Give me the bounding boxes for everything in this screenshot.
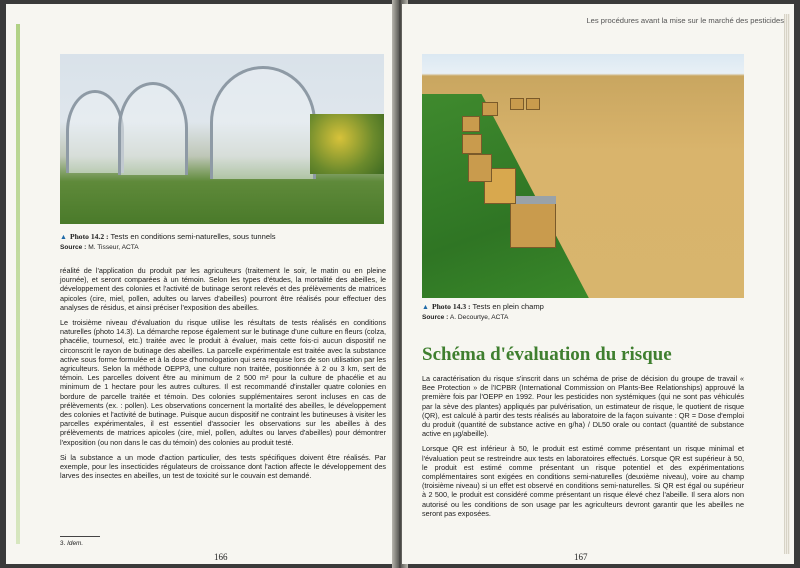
source-text: M. Tisseur, ACTA <box>88 244 139 251</box>
beehive <box>462 116 480 132</box>
right-body-text <box>422 374 744 524</box>
photo-caption-label: Photo 14.2 : <box>69 232 109 241</box>
beehive <box>482 102 498 116</box>
page-edge-marker <box>16 24 20 544</box>
photo-tunnels <box>60 54 384 224</box>
beehive <box>526 98 540 110</box>
photo-caption-text: Tests en plein champ <box>472 302 544 311</box>
paragraph: Si la substance a un mode d'action particulier, des tests spécifiques doivent être réalisés. Par exemple, pour les insecticides régulateurs de croissance dont l'action affecte le développement des larves des insectes en abeilles, un test de toxicité sur le couvain est demandé. <box>60 452 386 481</box>
beehive <box>510 200 556 248</box>
source-text: A. Decourtye, ACTA <box>449 314 509 321</box>
paragraph: Le troisième niveau d'évaluation du risque utilise les résultats de tests réalisés en conditions naturelles (photo 14.3). La démarche repose également sur le butinage d'une culture en fleurs (colza, phacélie, tournesol, etc.) traitée avec le produit à évaluer, mais cette fois-ci aucun dispositif ne circonscrit le rayon de butinage des abeilles. La parcelle expérimentale est traitée avec la substance active sous forme formulée et à la dose d'homologation qui sera requise lors de son utilisation par les agriculteurs. Selon la méthode OEPP3, une culture non traitée, positionnée à 2 ou 3 km, sert de témoin. Les parcelles doivent être au minimum de 2 500 m² pour la culture de phacélie et au minimum de 1 hectare pour les autres cultures. Il est recommandé d'installer quatre colonies en bordure de parcelle traitée et témoin. Des colonies supplémentaires seront incluses en cas de prélèvements (ex. : pollen). Les observations concernent la mortalité des abeilles, le développement des colonies et l'activité de butinage. Puisque aucun dispositif ne contraint les butineuses à visiter les parcelles expérimentales, il est essentiel d'associer les observations sur les abeilles à des prélèvements de matrices apicoles (cire, miel, pollen, adultes ou larves d'abeilles) pour démontrer l'exposition (ou non dans le cas du témoin) des colonies au produit testé. <box>60 318 386 447</box>
paragraph: Lorsque QR est inférieur à 50, le produit est estimé comme présentant un risque minimal et l'évaluation peut se restreindre aux tests en laboratoires effectués. Lorsque QR est supérieur à 50, le produit est estimé comme présentant un risque potentiel et des expérimentations complémentaires sont exigées en conditions semi-naturelles (deuxième niveau), voire au champ (troisième niveau) si un effet est observé en conditions semi-naturelles. Si QR est égal ou supérieur à 2 500, le produit est considéré comme présentant un risque élevé chez l'abeille. Il sera alors non autorisé ou les conditions de son usage par les agriculteurs devront garantir que les abeilles ne seront pas exposées. <box>422 444 744 518</box>
tunnel-shape <box>210 66 316 179</box>
paragraph: réalité de l'application du produit par les agriculteurs (traitement le soir, le matin ou en pleine journée), et seront comparées à un témoin. Selon les types d'études, la mortalité des abeilles, le développement des colonies et l'activité de butinage seront relevés et des prélèvements de matrices apicoles (cire, miel, pollen, adultes ou larves d'abeilles) pourront être réalisés pour effectuer des analyses de résidus, et ainsi préciser l'exposition des abeilles. <box>60 266 386 312</box>
footnote <box>60 540 83 547</box>
left-body-text <box>60 266 386 486</box>
sunflower-patch <box>310 114 384 174</box>
source-label: Source : <box>60 244 87 251</box>
photo-source-left <box>60 244 139 251</box>
beehive <box>468 154 492 182</box>
page-number-left: 166 <box>214 552 228 562</box>
photo-field-hives <box>422 54 744 298</box>
footnote-text: Idem. <box>67 540 84 547</box>
triangle-icon: ▲ <box>60 234 67 241</box>
source-label: Source : <box>422 314 449 321</box>
beehive <box>510 98 524 110</box>
triangle-icon: ▲ <box>422 304 429 311</box>
section-heading: Schéma d'évaluation du risque <box>422 344 672 365</box>
footnote-number: 3. <box>60 540 66 547</box>
footnote-rule <box>60 536 100 537</box>
photo-caption-left <box>60 232 276 242</box>
tunnel-shape <box>66 90 124 173</box>
photo-source-right <box>422 314 508 321</box>
page-number-right: 167 <box>574 552 588 562</box>
page-edge-stack <box>784 14 790 554</box>
running-head: Les procédures avant la mise sur le marché des pesticides <box>586 16 784 25</box>
paragraph: La caractérisation du risque s'inscrit dans un schéma de prise de décision du groupe de travail « Bee Protection » de l'ICPBR (International Commission on Plants-Bee Relationships) approuvé la première fois par l'OEPP en 1992. Pour les pesticides non systémiques (qui ne sont pas véhiculés par la sève des plantes) appliqués par pulvérisation, un estimateur de risque, le quotient de risque (QR), est calculé à partir des tests réalisés au laboratoire de la façon suivante : QR = Dose d'emploi du produit (quantité de substance active en g/ha) / DL50 orale ou contact (quantité de substance active en µg/abeille). <box>422 374 744 439</box>
left-page <box>6 4 398 564</box>
tunnel-shape <box>118 82 188 175</box>
photo-caption-label: Photo 14.3 : <box>431 302 471 311</box>
photo-caption-right <box>422 302 544 312</box>
right-page <box>402 4 794 564</box>
photo-caption-text: Tests en conditions semi-naturelles, sous tunnels <box>110 232 276 241</box>
beehive <box>462 134 482 154</box>
